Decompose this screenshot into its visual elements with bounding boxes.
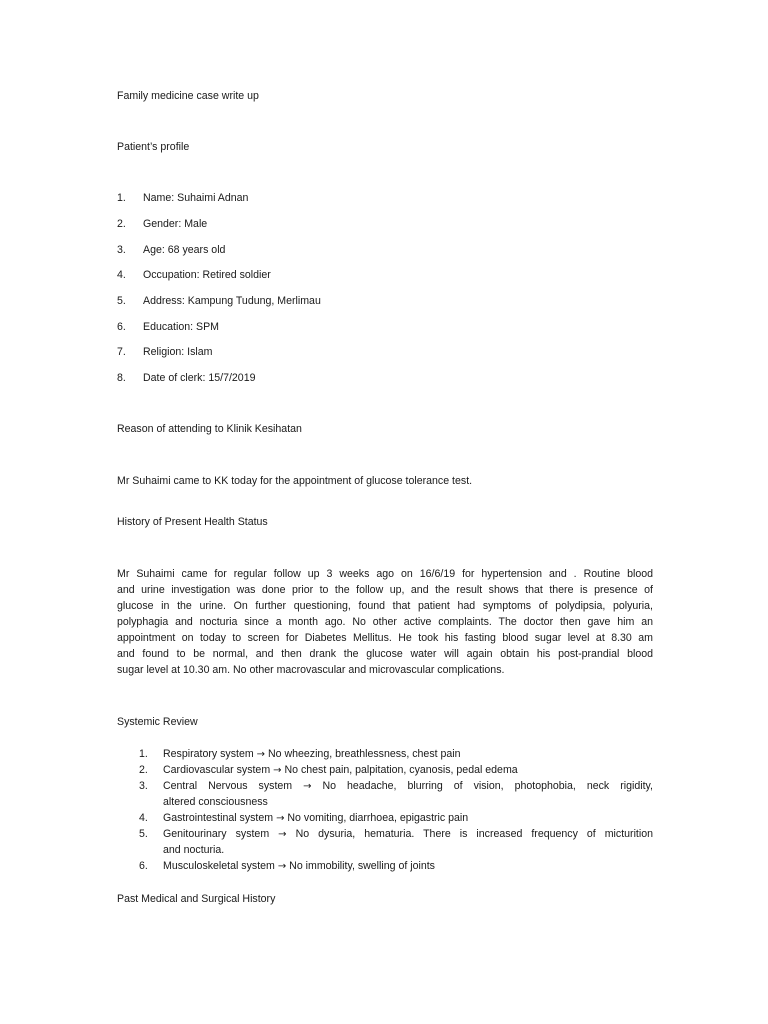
system-finding: No immobility, swelling of joints xyxy=(289,860,435,872)
list-text: Name: Suhaimi Adnan xyxy=(143,192,249,204)
list-number: 3. xyxy=(117,244,126,256)
paragraph-line: glucose in the urine. On further questioning, found that patient had symptoms of polydipsia, polyuria, xyxy=(117,600,653,612)
list-number: 1. xyxy=(139,748,148,760)
reason-text: Mr Suhaimi came to KK today for the appointment of glucose tolerance test. xyxy=(117,475,473,487)
paragraph-line: polyphagia and nocturia since a month ago. No other active complaints. The doctor then gave him an xyxy=(117,616,653,628)
system-name: Central Nervous system xyxy=(163,780,293,792)
list-item xyxy=(117,370,477,386)
arrow-right-icon: → xyxy=(276,813,285,824)
list-number: 2. xyxy=(117,218,126,230)
list-number: 1. xyxy=(117,192,126,204)
list-number: 4. xyxy=(117,269,126,281)
paragraph-line: sugar level at 10.30 am. No other macrovascular and microvascular complications. xyxy=(117,664,505,676)
system-finding: No chest pain, palpitation, cyanosis, pedal edema xyxy=(284,764,518,776)
system-name: Cardiovascular system xyxy=(163,764,271,776)
system-name: Respiratory system xyxy=(163,748,254,760)
list-text: Address: Kampung Tudung, Merlimau xyxy=(143,295,321,307)
list-number: 4. xyxy=(139,812,148,824)
list-item xyxy=(139,762,653,778)
list-number: 3. xyxy=(139,780,148,792)
list-text: Education: SPM xyxy=(143,321,219,333)
arrow-right-icon: → xyxy=(256,749,266,760)
arrow-right-icon: → xyxy=(277,861,287,872)
list-item xyxy=(117,267,477,283)
list-item xyxy=(117,293,477,309)
list-number: 5. xyxy=(117,295,126,307)
list-number: 8. xyxy=(117,372,126,384)
system-finding-continued: altered consciousness xyxy=(163,796,268,808)
list-item xyxy=(139,826,653,858)
list-text: Gender: Male xyxy=(143,218,208,230)
system-name: Gastrointestinal system xyxy=(163,812,274,824)
system-finding: No headache, blurring of vision, photophobia, neck rigidity, xyxy=(322,780,653,792)
paragraph-line: Mr Suhaimi came for regular follow up 3 weeks ago on 16/6/19 for hypertension and . Routine blood xyxy=(117,568,653,580)
system-name: Musculoskeletal system xyxy=(163,860,275,872)
list-item xyxy=(139,778,653,810)
list-item xyxy=(117,216,477,232)
paragraph-line: and urine investigation was done prior to the follow up, and the result shows that there is presence of xyxy=(117,584,653,596)
profile-heading: Patient’s profile xyxy=(117,141,190,153)
list-item xyxy=(139,746,653,762)
hpi-heading: History of Present Health Status xyxy=(117,516,268,528)
paragraph-line: appointment on today to screen for Diabetes Mellitus. He took his fasting blood sugar level at 8.30 am xyxy=(117,632,653,644)
list-number: 6. xyxy=(139,860,148,872)
list-text: Date of clerk: 15/7/2019 xyxy=(143,372,256,384)
system-finding: No vomiting, diarrhoea, epigastric pain xyxy=(287,812,469,824)
past-history-heading: Past Medical and Surgical History xyxy=(117,893,276,905)
hpi-paragraph xyxy=(117,566,653,678)
arrow-right-icon: → xyxy=(273,765,282,776)
list-item xyxy=(117,242,477,258)
list-item xyxy=(117,344,477,360)
list-item xyxy=(117,190,477,206)
list-number: 6. xyxy=(117,321,126,333)
paragraph-line: and found to be normal, and then drank the glucose water will again obtain his post-prandial blood xyxy=(117,648,653,660)
list-item xyxy=(139,858,653,874)
list-text: Occupation: Retired soldier xyxy=(143,269,271,281)
list-number: 5. xyxy=(139,828,148,840)
list-text: Age: 68 years old xyxy=(143,244,226,256)
system-name: Genitourinary system xyxy=(163,828,270,840)
systemic-review-list xyxy=(139,746,653,874)
arrow-right-icon: → xyxy=(278,829,287,840)
list-item xyxy=(117,319,477,335)
system-finding-continued: and nocturia. xyxy=(163,844,225,856)
list-text: Religion: Islam xyxy=(143,346,213,358)
list-item xyxy=(139,810,653,826)
list-number: 7. xyxy=(117,346,126,358)
arrow-right-icon: → xyxy=(303,781,312,792)
systemic-review-heading: Systemic Review xyxy=(117,716,198,728)
system-finding: No wheezing, breathlessness, chest pain xyxy=(267,748,461,760)
list-number: 2. xyxy=(139,764,148,776)
document-title: Family medicine case write up xyxy=(117,90,259,102)
system-finding: No dysuria, hematuria. There is increased frequency of micturition xyxy=(295,828,653,840)
reason-heading: Reason of attending to Klinik Kesihatan xyxy=(117,423,302,435)
